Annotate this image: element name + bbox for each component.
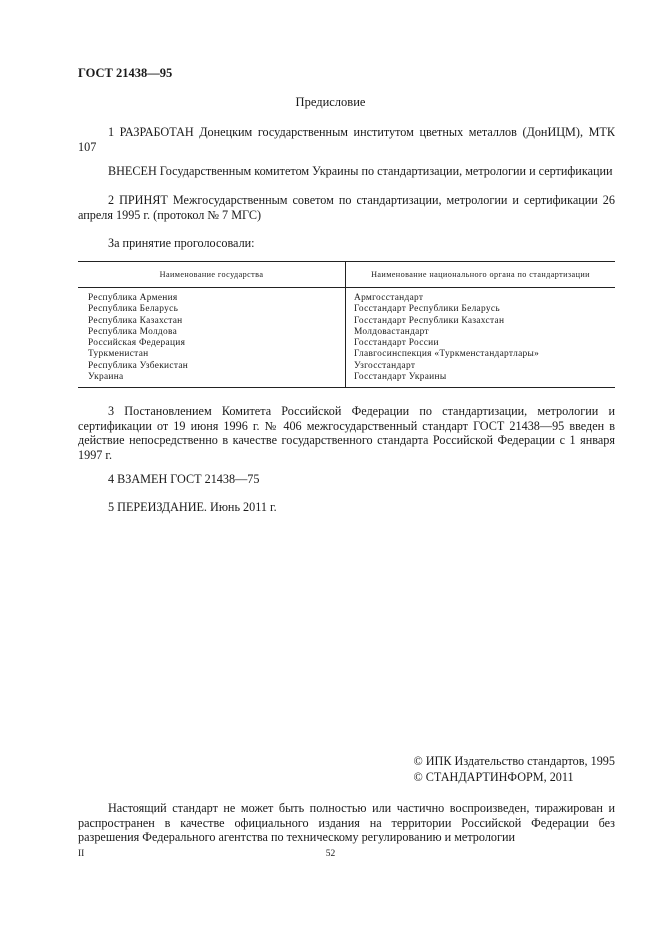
section-title: Предисловие [295,95,366,109]
item-1-developed: 1 РАЗРАБОТАН Донецким государственным институтом цветных металлов (ДонИЦМ), МТК 107 [78,125,615,154]
item-2-adopted: 2 ПРИНЯТ Межгосударственным советом по стандартизации, метрологии и сертификации 26 апреля 1995 г. (протокол № 7 МГС) [78,193,615,222]
standards-body: Армгосстандарт [354,293,424,303]
state-name: Российская Федерация [88,338,186,349]
voted-label: За принятие проголосовали: [108,236,255,250]
state-name: Республика Молдова [88,326,178,337]
state-name: Республика Узбекистан [88,360,189,371]
item-4-replaces: 4 ВЗАМЕН ГОСТ 21438—75 [108,472,260,486]
standards-body: Госстандарт Республики Казахстан [354,315,505,326]
standards-body: Узгосстандарт [354,360,416,371]
standards-body: Молдовастандарт [354,326,429,337]
state-name: Украина [88,372,124,383]
states-column [78,288,346,388]
item-3-resolution: 3 Постановлением Комитета Российской Федерации по стандартизации, метрологии и сертификации от 19 июня 1996 г. № 406 межгосударственный стандарт ГОСТ 21438—95 введен в действие непосредственно в качестве государственного стандарта Российской Федерации с 1 января 1997 г. [78,404,615,462]
standards-body: Госстандарт Украины [354,372,447,383]
state-name: Республика Армения [88,293,178,303]
standards-body: Госстандарт Республики Беларусь [354,304,500,315]
standards-body: Госстандарт России [354,338,439,349]
table-header-body: Наименование национального органа по стандартизации [346,262,616,288]
reproduction-notice: Настоящий стандарт не может быть полностью или частично воспроизведен, тиражирован и распространен в качестве официального издания на территории Российской Федерации без разрешения Федерального агентства по техническому регулированию и метрологии [78,801,615,845]
state-name: Туркменистан [88,349,149,360]
page-number: 52 [325,849,336,859]
state-name: Республика Казахстан [88,315,183,326]
item-5-reissue: 5 ПЕРЕИЗДАНИЕ. Июнь 2011 г. [108,500,277,514]
copyright-block [413,753,615,785]
item-introduced: ВНЕСЕН Государственным комитетом Украины по стандартизации, метрологии и сертификации [108,164,613,178]
page-roman-numeral: II [78,849,85,859]
document-code: ГОСТ 21438—95 [78,66,173,80]
state-name: Республика Беларусь [88,304,179,315]
voting-states-table [78,261,615,388]
copyright-line-1: © ИПК Издательство стандартов, 1995 [413,754,615,768]
standards-body: Главгосинспекция «Туркменстандартлары» [354,349,540,360]
bodies-column [346,288,616,388]
copyright-line-2: © СТАНДАРТИНФОРМ, 2011 [413,770,574,784]
table-header-state: Наименование государства [78,262,346,288]
